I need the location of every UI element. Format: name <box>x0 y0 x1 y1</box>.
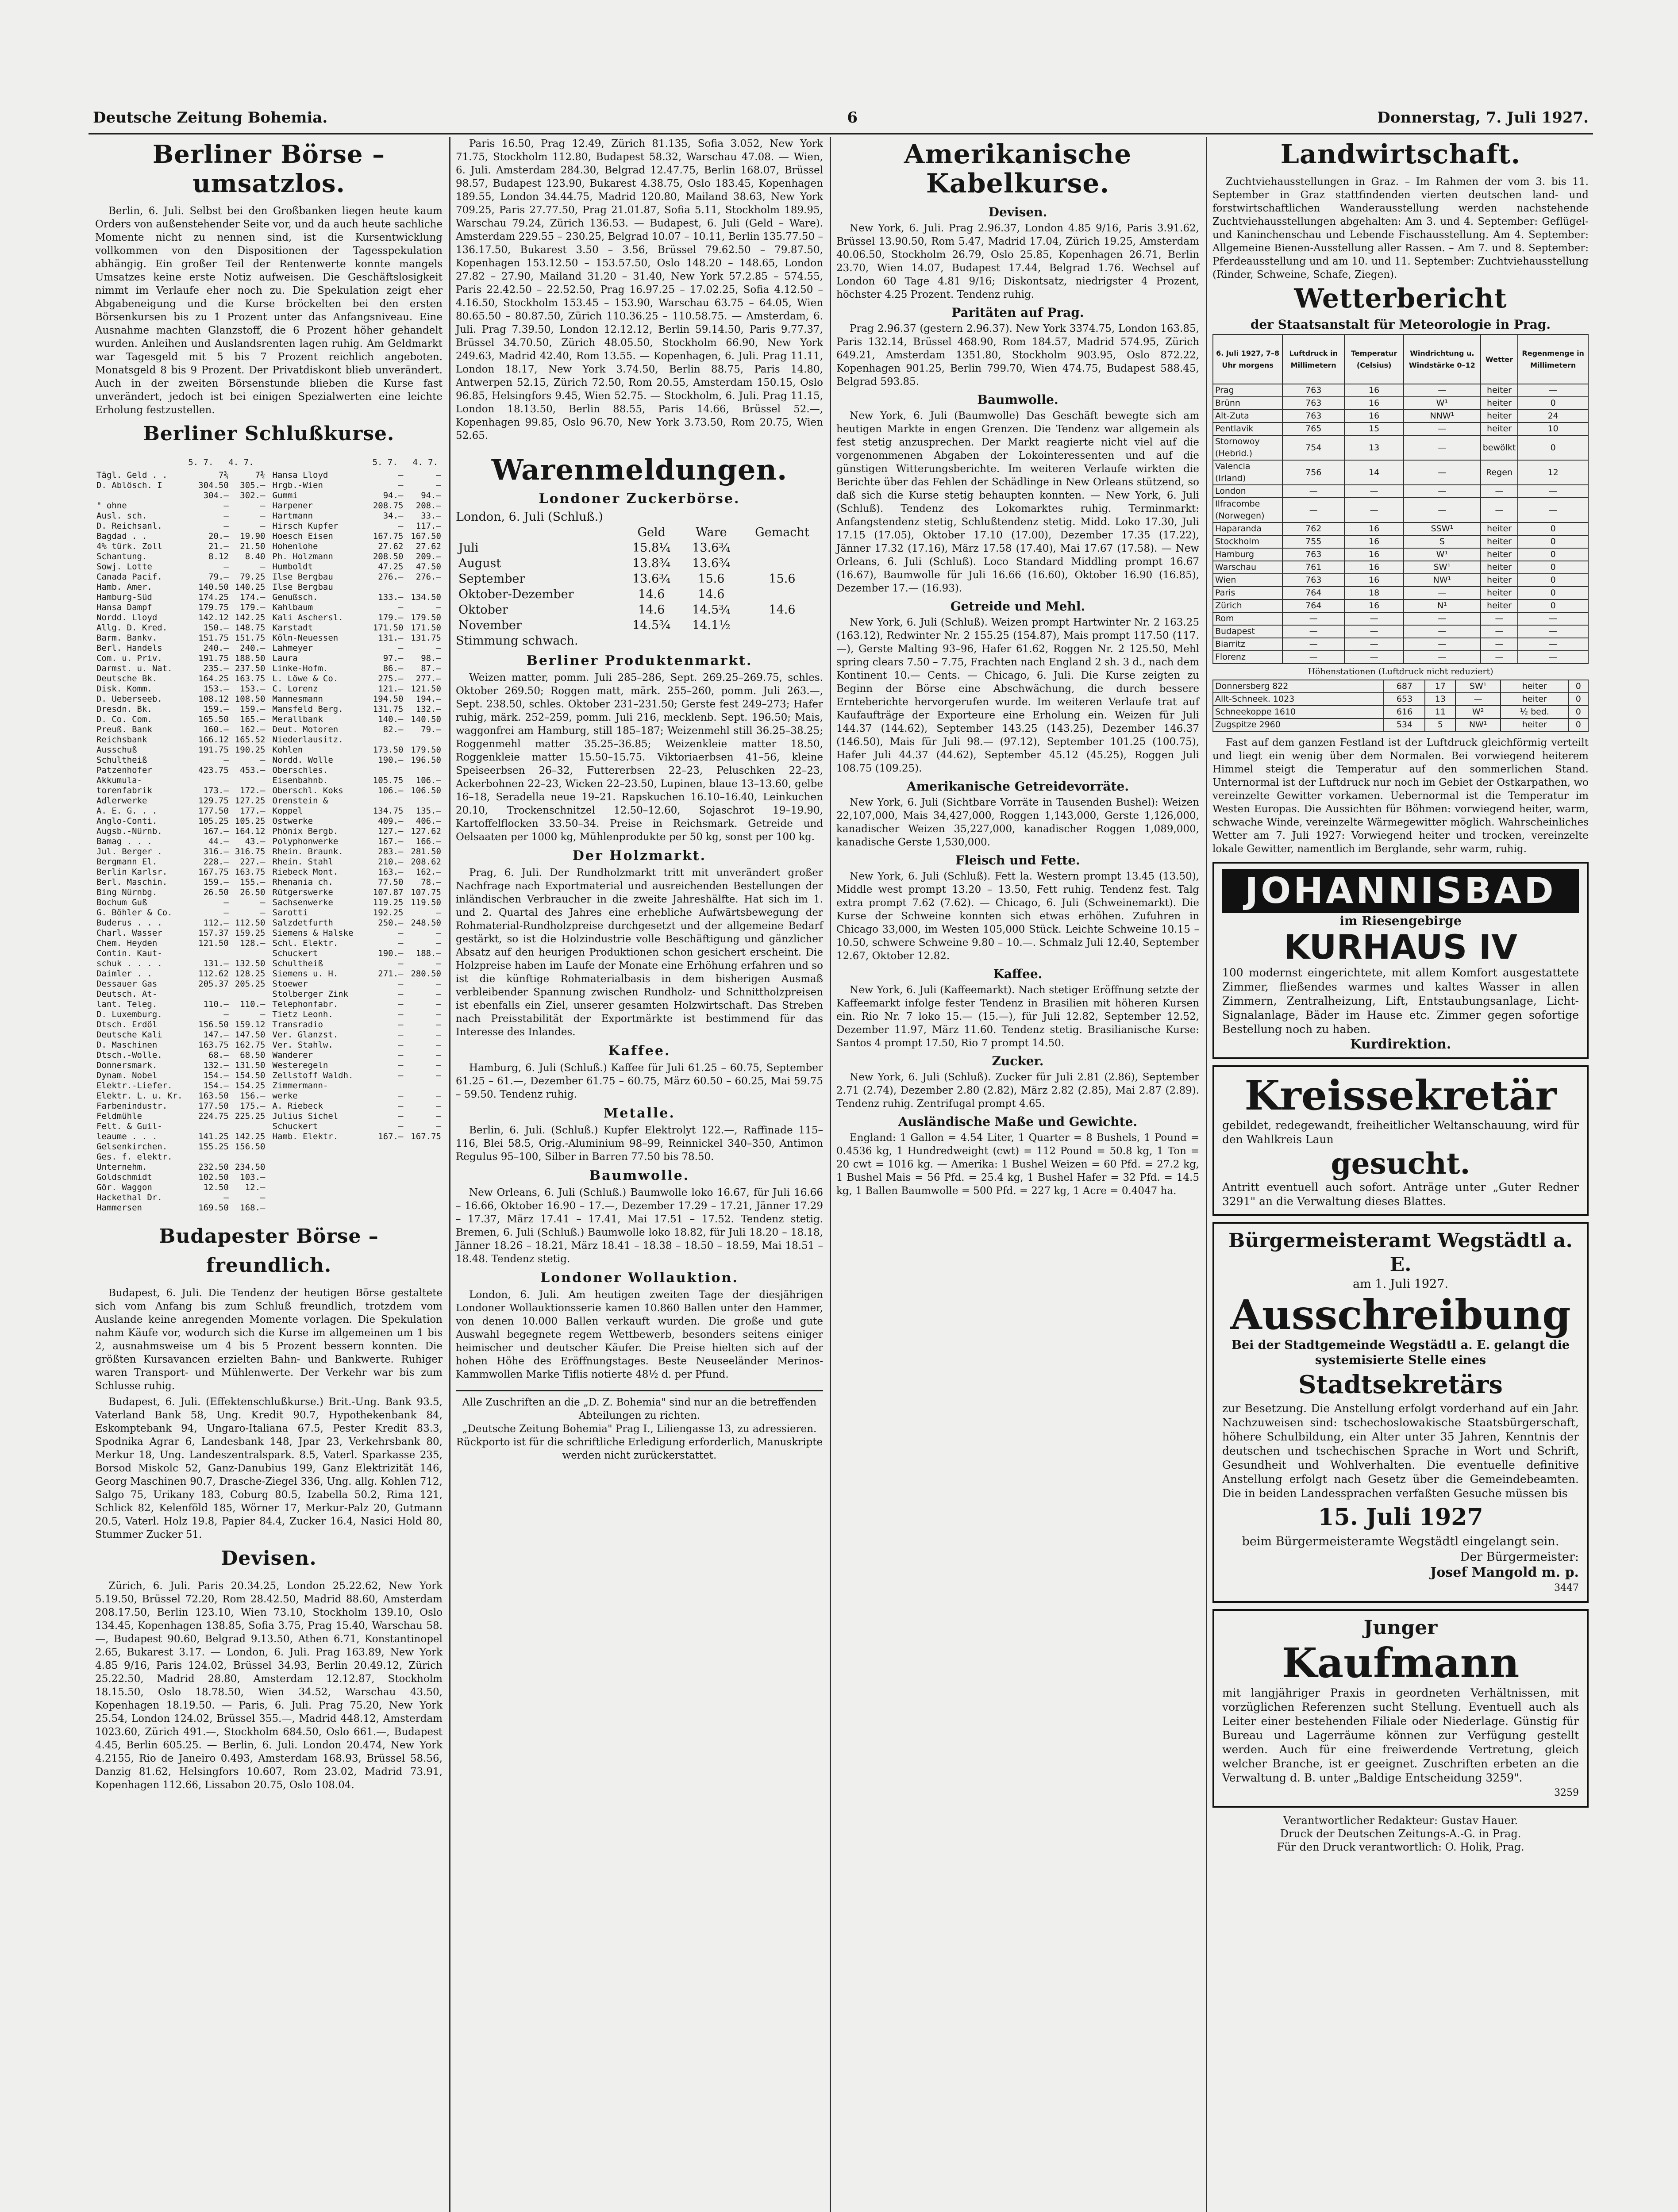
quote-row: Gelsenkirchen. 155.25 156.50 <box>96 1142 266 1152</box>
quote-row: Phönix Bergb. 127.— 127.62 <box>272 826 441 836</box>
produktenmarkt-heading: Berliner Produktenmarkt. <box>526 653 753 668</box>
quote-row: Julius Sichel — — <box>272 1111 441 1121</box>
quote-row: Barm. Bankv. 151.75 151.75 <box>96 633 266 643</box>
quote-row: Tietz Leonh. — — <box>272 1010 441 1019</box>
berlin-schlusskurse-heading: Berliner Schlußkurse. <box>143 422 395 445</box>
quote-row: Schantung. 8.12 8.40 <box>96 552 266 561</box>
quotes-table-right <box>271 470 443 1142</box>
holzmarkt-text: Prag, 6. Juli. Der Rundholzmarkt tritt mit unverändert großer Nachfrage nach Exportmaterial und ausreichenden Bestellungen der inländischen Verbraucher in die zweite Jahreshälfte. Hat sich im 1. und 2. Quartal des Jahres eine erhebliche Aufwärtsbewegung der Rohmaterial-Rundholzpreise durchgesetzt und der allgemeine Bedarf gestärkt, so ist die Holzindustrie volle Beschäftigung und gänzlicher Absatz auf den heurigen Produktionen schon gesichert erscheint. Die Holzpreise haben im Laufe der Monate eine Erhöhung erfahren und so ist die künftige Rohmaterialbasis in dem bisherigen Ausmaß verbleibender Spannung zwischen Rundholz- und Schnittholzpreisen ist ebenfalls ein Ziel, unserer gesamten Holzwirtschaft. Das Streben nach Preisstabilität der Exportmärkte ist bestimmend für das Interesse des Inlandes. <box>456 867 823 1038</box>
quote-row: Hamb. Amer. 140.50 140.25 <box>96 582 266 592</box>
column-divider <box>1206 137 1207 2212</box>
quote-row: Berl. Maschin. 159.— 155.— <box>96 877 266 887</box>
ad-deadline: 15. Juli 1927 <box>1318 1504 1483 1531</box>
kabel-zucker-heading: Zucker. <box>992 1054 1044 1068</box>
issue-date: Donnerstag, 7. Juli 1927. <box>1377 109 1589 127</box>
ad-signer-label: Der Bürgermeister: <box>1460 1550 1579 1564</box>
hoehen-row: Donnersberg 822 687 17 SW¹ heiter 0 <box>1213 680 1588 693</box>
devisen-sub-heading: Devisen. <box>988 205 1047 219</box>
page-number: 6 <box>847 109 858 127</box>
quote-row: Hackethal Dr. — — <box>96 1193 266 1202</box>
quote-row: Gör. Waggon 12.50 12.— <box>96 1183 266 1192</box>
masthead-title: Deutsche Zeitung Bohemia. <box>93 109 328 127</box>
quote-dates: 5. 7. 4. 7. 5. 7. 4. 7. <box>188 457 438 467</box>
quote-row: Rhein. Stahl 210.— 208.62 <box>272 857 441 867</box>
quote-row: Hansa Dampf 179.75 179.— <box>96 603 266 612</box>
weather-row: Biarritz — — — — — <box>1213 638 1588 651</box>
weather-row: Rom — — — — — <box>1213 612 1588 625</box>
ad-johannisbad-text: 100 modernst eingerichtete, mit allem Komfort ausgestattete Zimmer, fließendes warmes und kaltes Wasser in allen Zimmern, Zentralheizung, Lift, Entstaubungsanlage, Licht-Signalanlage, Bäder im Hause etc. Zimmer gegen sofortige Bestellung noch zu haben. <box>1222 966 1579 1036</box>
quote-row: Elektr.-Liefer. 154.— 154.25 <box>96 1081 266 1091</box>
berlin-quotes <box>95 470 443 1213</box>
quote-row: Zellstoff Waldh. — — <box>272 1071 441 1080</box>
quote-row: Harpener 208.75 208.— <box>272 501 441 511</box>
quote-row: Zimmermann- <box>272 1081 328 1091</box>
quote-row: Schuckert 190.— 188.— <box>272 949 441 958</box>
quote-row: Patzenhofer 423.75 453.— <box>96 765 266 775</box>
quote-row: Dynam. Nobel 154.— 154.50 <box>96 1071 266 1080</box>
ad-signer: Josef Mangold m. p. <box>1430 1565 1579 1580</box>
vorraete-text: New York, 6. Juli (Sichtbare Vorräte in Tausenden Bushel): Weizen 22,107,000, Mais 34,427,000, Roggen 1,143,000, Gerste 1,126,000, kanadischer Weizen 35,227,000, kanadischer Roggen 1,089,000, kanadische Gerste 1,530,000. <box>836 797 1199 848</box>
quote-row: Hirsch Kupfer — 117.— <box>272 521 441 531</box>
quote-row: Bing Nürnbg. 26.50 26.50 <box>96 887 266 897</box>
quote-row: Schultheiß — — <box>96 755 266 765</box>
page-header <box>93 104 1589 131</box>
quote-row: Dresdn. Bk. 159.— 159.— <box>96 704 266 714</box>
quote-row: Merallbank 140.— 140.50 <box>272 714 441 724</box>
kabel-devisen-text: New York, 6. Juli. Prag 2.96.37, London 4.85 9/16, Paris 3.91.62, Brüssel 13.90.50, Rom 5.47, Madrid 17.04, Zürich 19.25, Amsterdam 40.06.50, Stockholm 26.79, Oslo 25.85, Kopenhagen 26.71, Berlin 23.70, Wien 14.07, Budapest 17.44, Belgrad 1.76. Wechsel auf London 60 Tage 4.81 9/16; Diskontsatz, niedrigster 4 Prozent, höchster 4.25 Prozent. Tendenz ruhig. <box>836 223 1199 300</box>
ad-kaufmann-number: 3259 <box>1554 1787 1579 1798</box>
quote-row: Deut. Motoren 82.— 79.— <box>272 725 441 734</box>
devisen-continued-text: Paris 16.50, Prag 12.49, Zürich 81.135, Sofia 3.052, New York 71.75, Stockholm 112.80, Budapest 58.32, Warschau 47.08. — Wien, 6. Juli. Amsterdam 284.30, Belgrad 12.47.75, Berlin 168.07, Brüssel 98.57, Budapest 123.90, Bukarest 4.38.75, Oslo 183.45, Kopenhagen 189.55, London 34.44.75, Madrid 120.80, Mailand 38.63, New York 709.25, Paris 27.77.50, Prag 21.01.87, Sofia 5.11, Stockholm 189.95, Warschau 79.24, Zürich 136.53. — Budapest, 6. Juli (Geld – Ware). Amsterdam 229.55 – 230.25, Belgrad 10.07 – 10.11, Berlin 135.77.50 – 136.17.50, Bukarest 3.50 – 3.56, Brüssel 79.62.50 – 79.87.50, Kopenhagen 153.12.50 – 153.57.50, Oslo 148.20 – 148.65, London 27.82 – 27.90, Mailand 31.20 – 31.40, New York 57.2.85 – 574.55, Paris 22.42.50 – 22.52.50, Prag 16.97.25 – 17.02.25, Sofia 4.12.50 – 4.16.50, Stockholm 153.45 – 153.90, Warschau 63.75 – 64.05, Wien 80.65.50 – 80.87.50, Zürich 110.36.25 – 110.58.75. — Amsterdam, 6. Juli. Prag 7.39.50, London 12.12.12, Berlin 59.14.50, Paris 9.77.37, Brüssel 34.70.50, Zürich 48.05.50, Stockholm 66.90, New York 249.63, Madrid 42.40, Rom 13.55. — Kopenhagen, 6. Juli. Prag 11.11, London 18.17, New York 3.74.50, Berlin 88.75, Paris 14.80, Antwerpen 52.15, Zürich 72.50, Rom 20.55, Amsterdam 150.15, Oslo 96.85, Helsingfors 9.45, Wien 52.75. — Stockholm, 6. Juli. Prag 11.15, London 18.13.50, Berlin 88.55, Paris 14.66, Brüssel 52.—, Kopenhagen 99.85, Oslo 96.70, New York 3.73.50, Rom 20.75, Wien 52.65. <box>456 138 823 442</box>
quote-row: Kohlen 173.50 179.50 <box>272 745 441 755</box>
quote-row: D. Luxemburg. — — <box>96 1010 266 1019</box>
quote-row: Oberschles. <box>272 765 328 775</box>
quote-row: Deutsch. At- <box>96 989 158 999</box>
column-finance-1 <box>95 137 443 1794</box>
quote-row: Hamb. Elektr. 167.— 167.75 <box>272 1132 441 1141</box>
quote-row: Contin. Kaut- <box>96 949 162 958</box>
ad-kreissekretaer-text: gebildet, redegewandt, freiheitlicher Weltanschauung, wird für den Wahlkreis Laun <box>1222 1119 1579 1146</box>
quote-row: Sachsenwerke 119.25 119.50 <box>272 898 441 907</box>
quote-row: Siemens u. H. 271.— 280.50 <box>272 969 441 979</box>
quote-row: Köln-Neuessen 131.— 131.75 <box>272 633 441 643</box>
quote-row: Hrgb.-Wien — — <box>272 480 441 490</box>
quote-row: Schultheiß — — <box>272 959 441 968</box>
quote-row: Augsb.-Nürnb. 167.— 164.12 <box>96 826 266 836</box>
weather-row: London — — — — — <box>1213 485 1588 498</box>
quote-row: Humboldt 47.25 47.50 <box>272 562 441 572</box>
quote-row: Ver. Stahlw. — — <box>272 1040 441 1050</box>
ad-stadtsekretaer: Stadtsekretärs <box>1298 1370 1503 1399</box>
zucker-row: September 13.6¾ 15.6 15.6 <box>458 572 796 586</box>
hoehen-table <box>1212 680 1589 732</box>
metalle-heading: Metalle. <box>604 1106 675 1121</box>
quote-row: Berl. Handels 240.— 240.— <box>96 643 266 653</box>
hoehen-note: Höhenstationen (Luftdruck nicht reduziert) <box>1308 667 1493 676</box>
baumwolle-text: New Orleans, 6. Juli (Schluß.) Baumwolle loko 16.67, für Juli 16.66 – 16.66, Oktober 16.90 – 17.—, Dezember 17.29 – 17.21, Jänner 17.29 – 17.37, März 17.41 – 17.41, Mai 17.51 – 17.52. Tendenz stetig. Bremen, 6. Juli (Schluß.) Baumwolle loko 18.82, für Juli 18.20 – 18.18, Jänner 18.26 – 18.21, März 18.41 – 18.38 – 18.50 – 18.59, Mai 18.51 – 18.48. Tendenz stetig. <box>456 1187 823 1265</box>
warenmeldungen-heading: Warenmeldungen. <box>491 453 788 487</box>
quote-row: Charl. Wasser 157.37 159.25 <box>96 928 266 938</box>
zucker-row: Oktober 14.6 14.5¾ 14.6 <box>458 603 796 617</box>
ad-buergermeisteramt: Bürgermeisteramt Wegstädtl a. E. <box>1228 1229 1573 1276</box>
wetterbericht-subheading: der Staatsanstalt für Meteorologie in Prag. <box>1250 317 1551 332</box>
quote-row: Hohenlohe 27.62 27.62 <box>272 541 441 551</box>
produktenmarkt-text: Weizen matter, pomm. Juli 285–286, Sept. 269.25–269.75, schles. Oktober 269.50; Roggen matt, märk. 255–260, pomm. Juli 263.—, Sept. 238.50, schles. Oktober 231–231.50; Gerste fest 249–273; Hafer ruhig, märk. 252–259, pomm. Juli 216, mecklenb. Sept. 196.50; Mais, waggonfrei am Hamburg, still 185–187; Weizenmehl still 36.25–38.25; Roggenmehl matter 35.25–36.85; Weizenkleie matter 18.50, Roggenkleie matter 15.50–15.75. Viktoriaerbsen 41–56, kleine Speiseerbsen 26–32, Futtererbsen 22–23, Peluschken 22–23, Ackerbohnen 22–23, Wicken 22–23.50, Lupinen, blaue 13–13.60, gelbe 16–18, Seradella neue 19–21. Rapskuchen 16.10–16.40, Leinkuchen 20.10, Trockenschnitzel 12.50–12.60, Sojaschrot 19–19.90, Kartoffelflocken 33.50–34. Preise in Reichsmark. Getreide und Oelsaaten per 1000 kg, Mühlenprodukte per 50 kg, sonst per 100 kg. <box>456 672 823 843</box>
quote-row: Farbenindustr. 177.50 175.— <box>96 1101 266 1111</box>
quote-row: D. Ueberseeb. 108.12 108.50 <box>96 694 266 704</box>
ad-kreissekretaer-foot: Antritt eventuell auch sofort. Anträge unter „Guter Redner 3291" an die Verwaltung dieses Blattes. <box>1222 1181 1579 1208</box>
zucker-row: Juli 15.8¼ 13.6¾ <box>458 541 731 555</box>
quote-row: Jul. Berger . 316.— 316.75 <box>96 847 266 856</box>
devisen-text: Zürich, 6. Juli. Paris 20.34.25, London 25.22.62, New York 5.19.50, Brüssel 72.20, Rom 28.42.50, Madrid 88.60, Amsterdam 208.17.50, Berlin 123.10, Wien 73.10, Stockholm 139.10, Oslo 134.45, Kopenhagen 138.85, Sofia 3.75, Prag 15.40, Warschau 58.—, Budapest 90.60, Belgrad 9.13.50, Athen 6.71, Konstantinopel 2.65, Bukarest 3.17. — London, 6. Juli. Prag 163.89, New York 4.85 9/16, Paris 124.02, Brüssel 34.93, Berlin 20.49.12, Zürich 25.22.50, Madrid 28.80, Amsterdam 12.12.87, Stockholm 18.15.50, Oslo 18.78.50, Wien 34.52, Warschau 43.50, Kopenhagen 18.19.50. — Paris, 6. Juli. Prag 75.20, New York 25.54, London 124.02, Brüssel 355.—, Madrid 448.12, Amsterdam 1023.60, Zürich 491.—, Stockholm 684.50, Oslo 661.—, Budapest 4.45, Berlin 605.25. — Berlin, 6. Juli. London 20.474, New York 4.2155, Rio de Janeiro 0.493, Amsterdam 168.93, Brüssel 58.56, Danzig 81.62, Helsingfors 10.607, Rom 23.02, Madrid 73.91, Kopenhagen 112.66, Lissabon 20.75, Oslo 108.04. <box>95 1580 443 1791</box>
ad-johannisbad <box>1212 862 1589 1059</box>
quote-row: 304.— 302.— <box>203 491 266 500</box>
ad-johannisbad-sign: Kurdirektion. <box>1350 1037 1451 1052</box>
weather-row: Zürich 764 16 N¹ heiter 0 <box>1213 599 1588 612</box>
quote-row: Karstadt 171.50 171.50 <box>272 623 441 633</box>
paritaeten-heading: Paritäten auf Prag. <box>951 305 1084 320</box>
weather-row: Budapest — — — — — <box>1213 625 1588 638</box>
ad-kaufmann-text: mit langjähriger Praxis in geordneten Verhältnissen, mit vorzüglichen Referenzen sucht Stellung. Eventuell auch als Leiter einer bestehenden Filiale oder Niederlage. Günstig für Bureau und Lagerräume können zur Verfügung gestellt werden. Auch für eine freiwerdende Vertretung, gleich welcher Branche, ist er geeignet. Zuschriften erbeten an die Verwaltung d. B. unter „Baldige Entscheidung 3259". <box>1222 1686 1579 1784</box>
quote-row: Ges. f. elektr. <box>96 1152 173 1162</box>
quote-row: Sowj. Lotte — — <box>96 562 266 572</box>
quote-row: leaume . . . 141.25 142.25 <box>96 1132 266 1141</box>
ad-ausschreibung <box>1212 1222 1589 1603</box>
quote-row: Schuckert — — <box>272 1121 441 1131</box>
quote-row: Unternehm. 232.50 234.50 <box>96 1162 266 1172</box>
fleisch-text: New York, 6. Juli (Schluß). Fett la. Western prompt 13.45 (13.50), Middle west prompt 13.20 – 13.50, Fett ruhig. Tendenz fest. Talg extra prompt 7.62 (7.62). — Chicago, 6. Juli (Schweinemarkt). Die Kurse der Schweine konnten sich etwas erhöhen. Zufuhren in Chicago 33,000, im Westen 105,000 Stück. Leichte Schweine 10.15 – 10.50, schwere Schweine 9.80 – 10.—. Schmalz Juli 12.40, September 12.67, Oktober 12.82. <box>836 871 1199 962</box>
kabel-kaffee-text: New York, 6. Juli (Kaffeemarkt). Nach stetiger Eröffnung setzte der Kaffeemarkt infolge fester Tendenz in Brasilien mit höheren Kursen ein. Rio Nr. 7 loko 15.— (15.—), für Juli 12.82, September 12.52, Dezember 11.97, März 11.60. Tendenz stetig. Brasilianische Kurse: Santos 4 prompt 17.50, Rio 7 prompt 14.50. <box>836 984 1199 1049</box>
quote-row: Berlin Karlsr. 167.75 163.75 <box>96 867 266 877</box>
ad-ausschreibung-text: zur Besetzung. Die Anstellung erfolgt vorderhand auf ein Jahr. Nachzuweisen sind: tschechoslowakische Staatsbürgerschaft, höhere Schulbildung, ein Alter unter 35 Jahren, Kenntnis der deutschen und tschechischen Sprache in Wort und Schrift, Gesundheit und Wohlverhalten. Die eventuelle definitive Anstellung erfolgt nach Gesetz über die Gemeindebeamten. Die in beiden Landessprachen verfaßten Gesuche müssen bis <box>1222 1402 1579 1500</box>
fleisch-heading: Fleisch und Fette. <box>955 853 1080 868</box>
hoehen-row: Allt-Schneek. 1023 653 13 — heiter 0 <box>1213 693 1588 706</box>
ad-ausschreibung-title: Ausschreibung <box>1230 1291 1571 1339</box>
weather-row: Valencia (Irland) 756 14 — Regen 12 <box>1213 460 1588 485</box>
zucker-row: August 13.8¾ 13.6¾ <box>458 557 731 570</box>
quote-row: Darmst. u. Nat. 235.— 237.50 <box>96 664 266 673</box>
landwirtschaft-heading: Landwirtschaft. <box>1280 139 1521 170</box>
quote-row: Donnersmark. 132.— 131.50 <box>96 1060 266 1070</box>
hoehen-row: Schneekoppe 1610 616 11 W² ½ bed. 0 <box>1213 706 1588 718</box>
quote-row: Sarotti 192.25 — <box>272 908 441 918</box>
quote-row: Canada Pacif. 79.— 79.25 <box>96 572 266 582</box>
hoehen-row: Zugspitze 2960 534 5 NW¹ heiter 0 <box>1213 718 1588 731</box>
column-divider <box>449 137 450 2212</box>
quotes-table-left <box>95 470 267 1213</box>
kabel-zucker-text: New York, 6. Juli (Schluß). Zucker für Juli 2.81 (2.86), September 2.71 (2.74), Dezember 2.80 (2.82), März 2.82 (2.85), Mai 2.87 (2.89). Tendenz ruhig. Zentrifugal prompt 4.65. <box>836 1071 1199 1110</box>
quote-row: Deutsche Bk. 164.25 163.75 <box>96 674 266 684</box>
quote-row: Koppel 134.75 135.— <box>272 806 441 816</box>
zucker-intro: London, 6. Juli (Schluß.) <box>456 510 603 524</box>
quote-row: Hoesch Eisen 167.75 167.50 <box>272 531 441 541</box>
weather-row: Stornowoy (Hebrid.) 754 13 — bewölkt 0 <box>1213 435 1588 460</box>
quote-row: Transradio — — <box>272 1020 441 1029</box>
quote-row: L. Löwe & Co. 275.— 277.— <box>272 674 441 684</box>
quote-row: Lahmeyer — — <box>272 643 441 653</box>
quote-row: Bamag . . . 44.— 43.— <box>96 837 266 846</box>
paritaeten-text: Prag 2.96.37 (gestern 2.96.37). New York 3374.75, London 163.85, Paris 132.14, Brüssel 468.90, Rom 184.57, Madrid 574.95, Zürich 649.21, Amsterdam 1351.80, Stockholm 903.95, Oslo 872.22, Kopenhagen 901.25, Berlin 799.70, Wien 474.75, Budapest 588.45, Belgrad 593.85. <box>836 323 1199 388</box>
quote-row: Hamburg-Süd 174.25 174.— <box>96 592 266 602</box>
quote-row: Buderus . . . 112.— 112.50 <box>96 918 266 928</box>
quote-row: Akkumula- <box>96 776 142 785</box>
quote-row: Ilse Bergbau 276.— 276.— <box>272 572 441 582</box>
ad-kreissekretaer-gesucht: gesucht. <box>1331 1146 1470 1181</box>
quote-row: Feldmühle 224.75 225.25 <box>96 1111 266 1121</box>
ad-kaufmann-title: Kaufmann <box>1282 1639 1520 1687</box>
quote-row: Rhenania ch. 77.50 78.— <box>272 877 441 887</box>
quote-row: D. Co. Com. 165.50 165.— <box>96 714 266 724</box>
quote-row: Linke-Hofm. 86.— 87.— <box>272 664 441 673</box>
quote-row: Ver. Glanzst. — — <box>272 1030 441 1040</box>
budapest-text: Budapest, 6. Juli. Die Tendenz der heutigen Börse gestaltete sich vom Anfang bis zum Schluß freundlich, trotzdem vom Auslande keine anregenden Momente vorlagen. Die Spekulation nahm Käufe vor, wodurch sich die Kurse im allgemeinen um 1 bis 2, ausnahmsweise um 4 bis 5 Prozent bessern konnten. Die größten Kursavancen erzielten Bahn- und Bankwerte. Ruhiger waren Transport- und Mühlenwerte. Der Verkehr war bis zum Schlusse ruhig. <box>95 1287 443 1392</box>
ad-kreissekretaer <box>1212 1065 1589 1216</box>
quote-row: Com. u. Priv. 191.75 188.50 <box>96 653 266 663</box>
weather-row: Prag 763 16 — heiter — <box>1213 384 1588 397</box>
weather-table <box>1212 334 1589 664</box>
holzmarkt-heading: Der Holzmarkt. <box>572 848 707 864</box>
quote-row: Ph. Holzmann 208.50 209.— <box>272 552 441 561</box>
quote-row: Stolberger Zink — — <box>272 989 441 999</box>
ad-kaufmann-head: Junger <box>1363 1617 1438 1639</box>
ad-kreissekretaer-title: Kreissekretär <box>1244 1071 1557 1119</box>
quote-row: Anglo-Conti. 105.25 105.25 <box>96 816 266 826</box>
quote-row: Adlerwerke 129.75 127.25 <box>96 796 266 806</box>
quote-row: Schl. Elektr. — — <box>272 938 441 948</box>
quote-row: C. Lorenz 121.— 121.50 <box>272 684 441 694</box>
quote-row: Elektr. L. u. Kr. 163.50 156.— <box>96 1091 266 1101</box>
quote-row: torenfabrik 173.— 172.— <box>96 786 266 795</box>
quote-row: Chem. Heyden 121.50 128.— <box>96 938 266 948</box>
quote-row: Mannesmann 194.50 194.— <box>272 694 441 704</box>
quote-row: Nordd. Lloyd 142.12 142.25 <box>96 613 266 622</box>
quote-row: Disk. Komm. 153.— 153.— <box>96 684 266 694</box>
weather-row: Hamburg 763 16 W¹ heiter 0 <box>1213 548 1588 561</box>
berlin-boerse-heading: Berliner Börse – umsatzlos. <box>152 140 385 198</box>
ad-ausschreibung-line: Bei der Stadtgemeinde Wegstädtl a. E. gelangt die systemisierte Stelle eines <box>1232 1338 1570 1367</box>
kaffee-text: Hamburg, 6. Juli (Schluß.) Kaffee für Juli 61.25 – 60.75, September 61.25 – 61.—, Dezember 61.75 – 60.75, März 60.50 – 60.25, Mai 59.75 – 59.50. Tendenz ruhig. <box>456 1062 823 1100</box>
weather-row: Wien 763 16 NW¹ heiter 0 <box>1213 574 1588 587</box>
zucker-row: November 14.5¾ 14.1½ <box>458 618 731 632</box>
devisen-heading: Devisen. <box>221 1547 317 1570</box>
zucker-row: Oktober-Dezember 14.6 14.6 <box>458 588 725 601</box>
quote-row: Ausl. sch. — — <box>96 511 266 521</box>
quote-row: Salzdetfurth 250.— 248.50 <box>272 918 441 928</box>
weather-row: Alt-Zuta 763 16 NNW¹ heiter 24 <box>1213 410 1588 422</box>
ad-kaufmann <box>1212 1609 1589 1808</box>
quote-row: Bagdad . . 20.— 19.90 <box>96 531 266 541</box>
kabelkurse-heading: Amerikanische Kabelkurse. <box>904 139 1132 199</box>
quote-row: Bochum Guß — — <box>96 898 266 907</box>
quote-row: D. Reichsanl. — — <box>96 521 266 531</box>
ad-johannisbad-sub: im Riesengebirge <box>1339 914 1462 928</box>
quote-row: Telephonfabr. — — <box>272 999 441 1009</box>
quote-row: " ohne — — <box>96 501 266 511</box>
ad-deadline-line: beim Bürgermeisteramte Wegstädtl eingelangt sein. <box>1242 1535 1559 1548</box>
quote-row: 4% türk. Zoll 21.— 21.50 <box>96 541 266 551</box>
budapest-boerse-heading: Budapester Börse – freundlich. <box>159 1225 379 1277</box>
weather-row: Haparanda 762 16 SSW¹ heiter 0 <box>1213 522 1588 535</box>
editorial-notice: Alle Zuschriften an die „D. Z. Bohemia" sind nur an die betreffenden Abteilungen zu richten. „Deutsche Zeitung Bohemia" Prag I., Liliengasse 13, zu adressieren. Rückporto ist für die schriftliche Erledigung erforderlich, Manuskripte werden nicht zurückerstattet. <box>456 1390 823 1462</box>
weather-row: Paris 764 18 — heiter 0 <box>1213 587 1588 599</box>
masse-text: England: 1 Gallon = 4.54 Liter, 1 Quarter = 8 Bushels, 1 Pound = 0.4536 kg, 1 Hundredweight (cwt) = 112 Pound = 50.8 kg, 1 Ton = 20 cwt = 1016 kg. — Amerika: 1 Bushel Weizen = 60 Pfd. = 27.2 kg, 1 Bushel Mais = 56 Pfd. = 25.4 kg, 1 Bushel Hafer = 32 Pfd. = 14.5 kg, 1 Ballen Baumwolle = 500 Pfd. = 227 kg, 1 Acre = 0.4047 ha. <box>836 1132 1199 1197</box>
quote-row: Hansa Lloyd — — <box>272 470 441 480</box>
budapest-effekten-text: Budapest, 6. Juli. (Effektenschlußkurse.) Brit.-Ung. Bank 93.5, Vaterland Bank 58, Ung. Kredit 90.7, Hypothekenbank 84, Eskomptebank 94, Ungaro-Italiana 67.5, Pester Kredit 83.3, Spodnika Agrar 6, Landesbank 148, Jpar 23, Verkehrsbank 80, Merkur 18, Ung. Landeszentralspark. 8.5, Vaterl. Sparkasse 235, Borsod Miskolc 52, Ganz-Danubius 199, Ganz Elektrizität 146, Georg Maschinen 90.7, Drasche-Ziegel 336, Ung. allg. Kohlen 712, Salgo 75, Urikany 183, Coburg 80.5, Izabella 50.2, Rima 121, Schlick 82, Kelenföld 185, Wörner 17, Merkur-Palz 20, Gutmann 20.5, Vaterl. Holz 19.8, Papier 84.4, Zucker 16.4, Nasici Hold 80, Stummer Zucker 51. <box>95 1396 443 1540</box>
quote-row: Ausschuß 191.75 190.25 <box>96 745 266 755</box>
weather-row: Warschau 761 16 SW¹ heiter 0 <box>1213 561 1588 574</box>
header-rule <box>89 133 1593 134</box>
quote-row: Reichsbank 166.12 165.52 <box>96 735 266 745</box>
quote-row: Ostwerke 409.— 406.— <box>272 816 441 826</box>
quote-row: Hammersen 169.50 168.— <box>96 1203 266 1213</box>
quote-row: Hartmann 34.— 33.— <box>272 511 441 521</box>
metalle-text: Berlin, 6. Juli. (Schluß.) Kupfer Elektrolyt 122.—, Raffinade 115–116, Blei 58.5, Orig.-Aluminium 98–99, Reinnickel 340–350, Antimon Regulus 95–100, Silber in Barren 77.50 bis 78.50. <box>456 1125 823 1163</box>
quote-row: Bergmann El. 228.— 227.— <box>96 857 266 867</box>
quote-row: Stoewer — — <box>272 979 441 989</box>
quote-row: Mansfeld Berg. 131.75 132.— <box>272 704 441 714</box>
weather-row: Pentlavik 765 15 — heiter 10 <box>1213 422 1588 435</box>
quote-row: Rhein. Braunk. 283.— 281.50 <box>272 847 441 856</box>
kaffee-heading: Kaffee. <box>608 1043 671 1059</box>
quote-row: Goldschmidt 102.50 103.— <box>96 1172 266 1182</box>
baumwolle-heading: Baumwolle. <box>589 1168 690 1183</box>
quote-row: Oberschl. Koks 106.— 106.50 <box>272 786 441 795</box>
ad-kurhaus-name: KURHAUS IV <box>1284 927 1517 967</box>
landwirtschaft-text: Zuchtviehausstellungen in Graz. – Im Rahmen der vom 3. bis 11. September in Graz stattfindenden vierten deutschen land- und forstwirtschaftlichen Wanderausstellung werden nachstehende Zuchtviehausstellungen abgehalten: Am 3. und 4. September: Geflügel- und Kaninchenschau und Lebende Fischausstellung. Am 4. September: Allgemeine Bienen-Ausstellung aller Rassen. – Am 7. und 8. September: Pferdeausstellung und am 10. und 11. September: Zuchtviehausstellung (Rinder, Schweine, Schafe, Ziegen). <box>1212 176 1589 280</box>
quote-row: Deutsche Kali 147.— 147.50 <box>96 1030 266 1040</box>
zuckerboerse-heading: Londoner Zuckerbörse. <box>539 491 740 507</box>
quote-row: G. Böhler & Co. — — <box>96 908 266 918</box>
wetterbericht-heading: Wetterbericht <box>1294 283 1507 314</box>
quote-row: Niederlausitz. <box>272 735 343 745</box>
quote-row: Nordd. Wolle 190.— 196.50 <box>272 755 441 765</box>
zucker-table <box>456 525 823 633</box>
quote-row: Rütgerswerke 107.87 107.75 <box>272 887 441 897</box>
quote-row: Dessauer Gas 205.37 205.25 <box>96 979 266 989</box>
berlin-boerse-text: Berlin, 6. Juli. Selbst bei den Großbanken liegen heute kaum Orders von außenstehender Seite vor, und da auch heute sachliche Momente nicht zu nennen sind, ist die Kursentwicklung vollkommen von den Dispositionen der Tagesspekulation abhängig. Ein großer Teil der Rentenwerte konnte mangels Umsatzes keine erste Notiz aufweisen. Die Geschäftslosigkeit nimmt im Verlaufe eher noch zu. Die Spekulation zeigt eher Abgabeneigung und die Kurse bröckelten bei den ersten Börsenkursen bis zu 1 Prozent unter das Anfangsniveau. Eine Ausnahme machten Glanzstoff, die 6 Prozent höher gehandelt wurden. Anleihen und Auslandsrenten lagen ruhig. Am Geldmarkt war Tagesgeld mit 5 bis 7 Prozent reichlich angeboten. Monatsgeld 8 bis 9 Prozent. Der Privatdiskont blieb unverändert. Auch in der zweiten Börsenstunde blieben die Kurse fast unverändert, jedoch ist bei einigen Spezialwerten eine leichte Erholung festzustellen. <box>95 205 443 416</box>
ad-number: 3447 <box>1554 1582 1579 1594</box>
wollauktion-heading: Londoner Wollauktion. <box>540 1270 739 1286</box>
weather-row: Florenz — — — — — <box>1213 651 1588 664</box>
impressum: Verantwortlicher Redakteur: Gustav Hauer. Druck der Deutschen Zeitungs-A.-G. in Prag. Für den Druck verantwortlich: O. Holik, Prag. <box>1277 1814 1524 1853</box>
quote-row: Dtsch. Erdöl 156.50 159.12 <box>96 1020 266 1029</box>
quote-row: Kali Aschersl. 179.— 179.50 <box>272 613 441 622</box>
vorraete-heading: Amerikanische Getreidevorräte. <box>906 779 1129 794</box>
quote-row: Riebeck Mont. 163.— 162.— <box>272 867 441 877</box>
quote-row: Dtsch.-Wolle. 68.— 68.50 <box>96 1050 266 1060</box>
quote-row: Preuß. Bank 160.— 162.— <box>96 725 266 734</box>
column-divider <box>830 137 831 2212</box>
ad-johannisbad-title: JOHANNISBAD <box>1222 869 1579 913</box>
quote-row: werke — — <box>272 1091 441 1101</box>
quote-row: Felt. & Guil- <box>96 1121 162 1131</box>
weather-row: Brünn 763 16 W¹ heiter 0 <box>1213 397 1588 410</box>
zucker-stimmung: Stimmung schwach. <box>456 634 578 648</box>
getreide-heading: Getreide und Mehl. <box>950 599 1085 614</box>
quote-row: Wanderer — — <box>272 1050 441 1060</box>
quote-row: schuk . . . . 131.— 132.50 <box>96 959 266 968</box>
quote-row: Kahlbaum — — <box>272 603 441 612</box>
quote-row: D. Ablösch. I 304.50 305.— <box>96 480 266 490</box>
kabel-baumwolle-text: New York, 6. Juli (Baumwolle) Das Geschäft bewegte sich am heutigen Markte in engen Grenzen. Die Tendenz war allgemein als fest stetig anzusprechen. Der Markt reagierte nicht viel auf die vorgenommenen Abgaben der Lokointeressenten und auf die günstigen Witterungsberichte. Im weiteren Verlaufe wirkten die Berichte über das Fehlen der Schädlinge in New Orleans stützend, so daß sich die Kurse stetig behaupten konnten. — New York, 6. Juli (Schluß). Tendenz des Lokomarktes ruhig. Terminmarkt: Anfangstendenz stetig, Schlußtendenz stetig. Midd. Loko 17.30, Juli 17.15 (17.05), Oktober 17.10 (17.00), Dezember 17.35 (17.22), Jänner 17.32 (17.16), März 17.58 (17.40), Mai 17.67 (17.58). — New Orleans, 6. Juli (Schluß). Loco Standard Middling prompt 16.67 (16.67), Baumwolle für Juli 16.66 (16.60), Oktober 16.90 (16.85), Dezember 17.— (16.93). <box>836 410 1199 594</box>
zucker-header-row: Geld Ware Gemacht <box>637 526 809 539</box>
weather-row: Ilfracombe (Norwegen) — — — — — <box>1213 498 1588 522</box>
column-kabelkurse <box>836 137 1199 1200</box>
quote-row: Eisenbahnb. 105.75 106.— <box>272 776 441 785</box>
quote-row: Allg. D. Kred. 150.— 148.75 <box>96 623 266 633</box>
kabel-baumwolle-heading: Baumwolle. <box>977 392 1058 407</box>
column-finance-2 <box>456 137 823 1462</box>
kabel-kaffee-heading: Kaffee. <box>993 967 1043 981</box>
masse-heading: Ausländische Maße und Gewichte. <box>898 1114 1138 1129</box>
quote-row: lant. Teleg. 110.— 110.— <box>96 999 266 1009</box>
ad-ausschreibung-date: am 1. Juli 1927. <box>1353 1277 1448 1291</box>
quote-row: Siemens & Halske — — <box>272 928 441 938</box>
quote-row: A. Riebeck — — <box>272 1101 441 1111</box>
wetter-text: Fast auf dem ganzen Festland ist der Luftdruck gleichförmig verteilt und liegt ein wenig über dem Normalen. Bei vorwiegend heiterem Himmel steigt die Temperatur auf den sommerlichen Stand. Unternormal ist der Luftdruck nur noch im Gebiet der Ostkarpathen, wo vereinzelte Gewitter vorkamen. Uebernormal ist die Temperatur im Westen Europas. Die Aussichten für Böhmen: vorwiegend heiter, warm, schwache Winde, vereinzelte Wärmegewitter möglich. Wahrscheinliches Wetter am 7. Juli 1927: Vorwiegend heiter und trocken, vereinzelte lokale Gewitter, namentlich im Berglande, sehr warm, ruhig. <box>1212 737 1589 855</box>
quote-row: A. E. G. . . 177.50 177.— <box>96 806 266 816</box>
weather-header-row: 6. Juli 1927, 7–8 Uhr morgens Luftdruck in Millimetern Temperatur (Celsius) Windrichtung u. Windstärke 0–12 Wetter Regenmenge in Millimetern <box>1213 334 1588 384</box>
quote-row: Laura 97.— 98.— <box>272 653 441 663</box>
quote-row: D. Maschinen 163.75 162.75 <box>96 1040 266 1050</box>
quote-row: Ilse Bergbau <box>272 582 333 592</box>
wollauktion-text: London, 6. Juli. Am heutigen zweiten Tage der diesjährigen Londoner Wollauktionsserie kamen 10.860 Ballen unter den Hammer, von denen 10.000 Ballen verkauft wurden. Die große und gute Auswahl begegnete regem Wettbewerb, besonders seitens einiger heimischer und deutscher Käufer. Die Preise hielten sich auf der hohen Höhe des Eröffnungstages. Beste Neuseeländer Merinos-Kammwollen Marke Tiflis notierte 48½ d. per Pfund. <box>456 1289 823 1380</box>
quote-row: Genußsch. 133.— 134.50 <box>272 592 441 602</box>
quote-row: Tägl. Geld . . 7¾ 7¾ <box>96 470 266 480</box>
weather-row: Stockholm 755 16 S heiter 0 <box>1213 535 1588 548</box>
quote-row: Polyphonwerke 167.— 166.— <box>272 837 441 846</box>
quote-row: Westeregeln — — <box>272 1060 441 1070</box>
getreide-text: New York, 6. Juli (Schluß). Weizen prompt Hartwinter Nr. 2 163.25 (163.12), Redwinter Nr. 2 155.25 (154.87), Mais prompt 117.50 (117.—), Gerste Malting 93–96, Hafer 61.62, Roggen Nr. 2 125.50, Mehl spring clears 7.50 – 7.75, Frachten nach England 2 sh. 3 d., nach dem Kontinent 10.— Cents. — Chicago, 6. Juli. Die Kurse zeigten zu Beginn der Börse eine Abschwächung, die durch bessere Ernteberichte hervorgerufen wurde. Im weiteren Verlaufe trat auf Kaufaufträge der Exporteure eine Erholung ein. Weizen für Juli 144.37 (144.62), September 143.25 (143.25), Dezember 146.37 (146.50), Mais für Juli 98.— (97.12), September 101.25 (100.75), Hafer Juli 44.37 (44.62), September 45.12 (45.25), Roggen Juli 108.75 (109.25). <box>836 617 1199 774</box>
quote-row: Gummi 94.— 94.— <box>272 491 441 500</box>
quote-row: Orenstein & <box>272 796 328 806</box>
quote-row: Daimler . . 112.62 128.25 <box>96 969 266 979</box>
column-landwirtschaft-ads <box>1212 137 1589 1854</box>
